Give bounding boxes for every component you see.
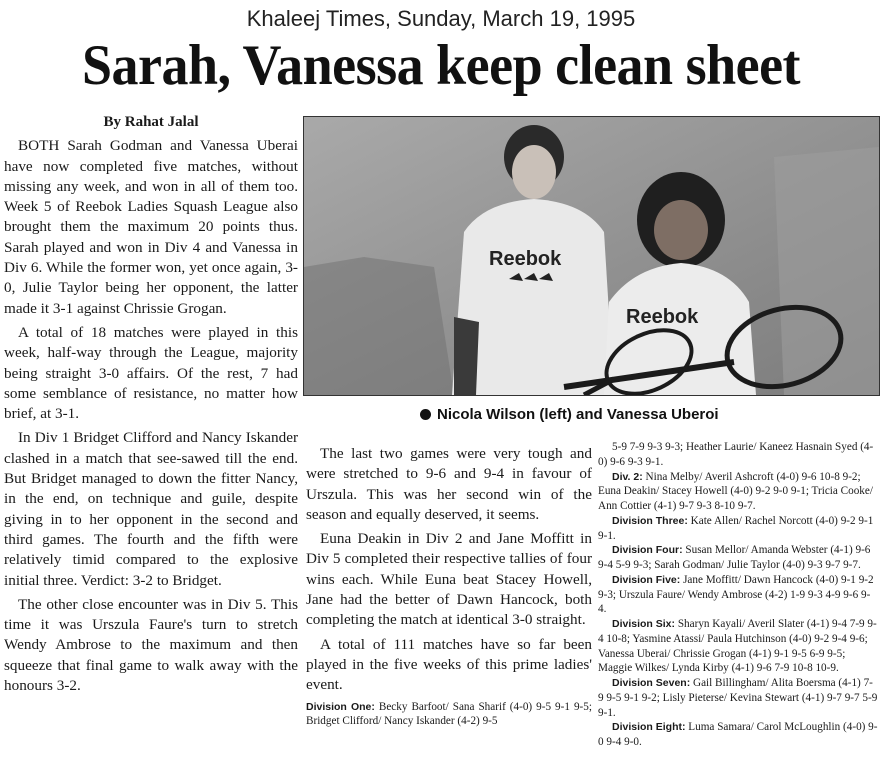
result-division: Division Five: Jane Moffitt/ Dawn Hancock (4-0) 9-1 9-2 9-3; Urszula Faure/ Wendy Ambrose (4-2) 1-9 9-3 4-9 9-6 9-4. xyxy=(598,573,874,616)
shirt-logo: Reebok xyxy=(626,306,699,328)
article-column-2 xyxy=(306,444,592,733)
paragraph: The other close encounter was in Div 5. This time it was Urszula Faure's turn to stretch Wendy Ambrose to the maximum and then squeeze that final game to walk away with the honours 3-2. xyxy=(4,595,298,695)
bullet-icon xyxy=(420,409,431,420)
photo xyxy=(303,116,880,396)
photo-caption xyxy=(420,406,719,423)
photo-illustration xyxy=(304,117,879,395)
paragraph: A total of 111 matches have so far been played in the five weeks of this prime ladies' event. xyxy=(306,635,592,694)
results-column xyxy=(598,440,878,750)
masthead: Khaleej Times, Sunday, March 19, 1995 xyxy=(246,6,636,31)
result-division: Division Eight: Luma Samara/ Carol McLoughlin (4-0) 9-0 9-4 9-0. xyxy=(598,721,878,748)
headline: Sarah, Vanessa keep clean sheet xyxy=(81,33,801,97)
result-division: Div. 2: Nina Melby/ Averil Ashcroft (4-0) 9-6 10-8 9-2; Euna Deakin/ Stacey Howell (4-0) 9-2 9-0 9-1; Tricia Cooke/ Ann Cottier (4-1) 9-7 9-3 8-10 9-7. xyxy=(598,470,873,512)
caption-text: Nicola Wilson (left) and Vanessa Uberoi xyxy=(437,406,719,423)
shirt-logo: Reebok xyxy=(489,248,562,270)
paragraph: In Div 1 Bridget Clifford and Nancy Iskander clashed in a match that see-sawed till the end. But Bridget managed to down the fitter Nancy, in the end, on technique and guile, despite giving in to her opponent in the second and third games. The fourth and the fifth were relatively timid compared to the explosive initial three. Verdict: 3-2 to Bridget. xyxy=(4,429,298,589)
result-division: Division Three: Kate Allen/ Rachel Norcott (4-0) 9-2 9-1 9-1. xyxy=(598,514,874,542)
paragraph: The last two games were very tough and were stretched to 9-6 and 9-4 in favour of Urszula. This was her second win of the season and equally deserved, it seems. xyxy=(306,445,592,523)
result-division: Division Six: Sharyn Kayali/ Averil Slater (4-1) 9-4 7-9 9-4 10-8; Yasmine Atassi/ Paula Hutchinson (4-0) 9-2 9-4 9-6; Vanessa Uberai/ Chrissie Grogan (4-1) 9-1 9-5 6-9 9-5; Maggie Wilkes/ Lynda Kirby (4-1) 9-6 7-9 10-8 10-9. xyxy=(598,618,877,675)
paragraph: A total of 18 matches were played in this week, half-way through the League, majority being straight 3-0 affairs. Of the rest, 7 had some semblance of resistance, no matter how brief, at 3-1. xyxy=(4,323,298,423)
paragraph: Euna Deakin in Div 2 and Jane Moffitt in Div 5 completed their respective tallies of four wins each. While Euna beat Stacey Howell, Jane had the better of Dawn Hancock, both completing the match at identical 3-0 straight. xyxy=(306,530,592,629)
byline: By Rahat Jalal xyxy=(103,114,199,130)
paragraph: BOTH Sarah Godman and Vanessa Uberai have now completed five matches, without missing any week, and won in all of them too. Week 5 of Reebok Ladies Squash League also brought them the maximum 20 points thus. Sarah played and won in Div 4 and Vanessa in Div 6. While the former won, yet once again, 3-0, Julie Taylor being her opponent, the latter made it 3-1 against Chrissie Grogan. xyxy=(4,137,298,317)
result-division: Division Four: Susan Mellor/ Amanda Webster (4-1) 9-6 9-4 5-9 9-3; Sarah Godman/ Julie Taylor (4-0) 9-3 9-7 9-7. xyxy=(598,544,871,571)
result-continued: 5-9 7-9 9-3 9-3; Heather Laurie/ Kaneez Hasnain Syed (4-0) 9-6 9-3 9-1. xyxy=(598,441,874,468)
article-column-1 xyxy=(4,112,298,700)
result-division-one: Division One: Becky Barfoot/ Sana Sharif (4-0) 9-5 9-1 9-5; Bridget Clifford/ Nancy Iskander (4-2) 9-5 xyxy=(306,700,592,728)
result-division: Division Seven: Gail Billingham/ Alita Boersma (4-1) 7-9 9-5 9-1 9-2; Lisly Pieterse/ Kevina Stewart (4-1) 9-7 9-7 5-9 9-1. xyxy=(598,677,878,719)
